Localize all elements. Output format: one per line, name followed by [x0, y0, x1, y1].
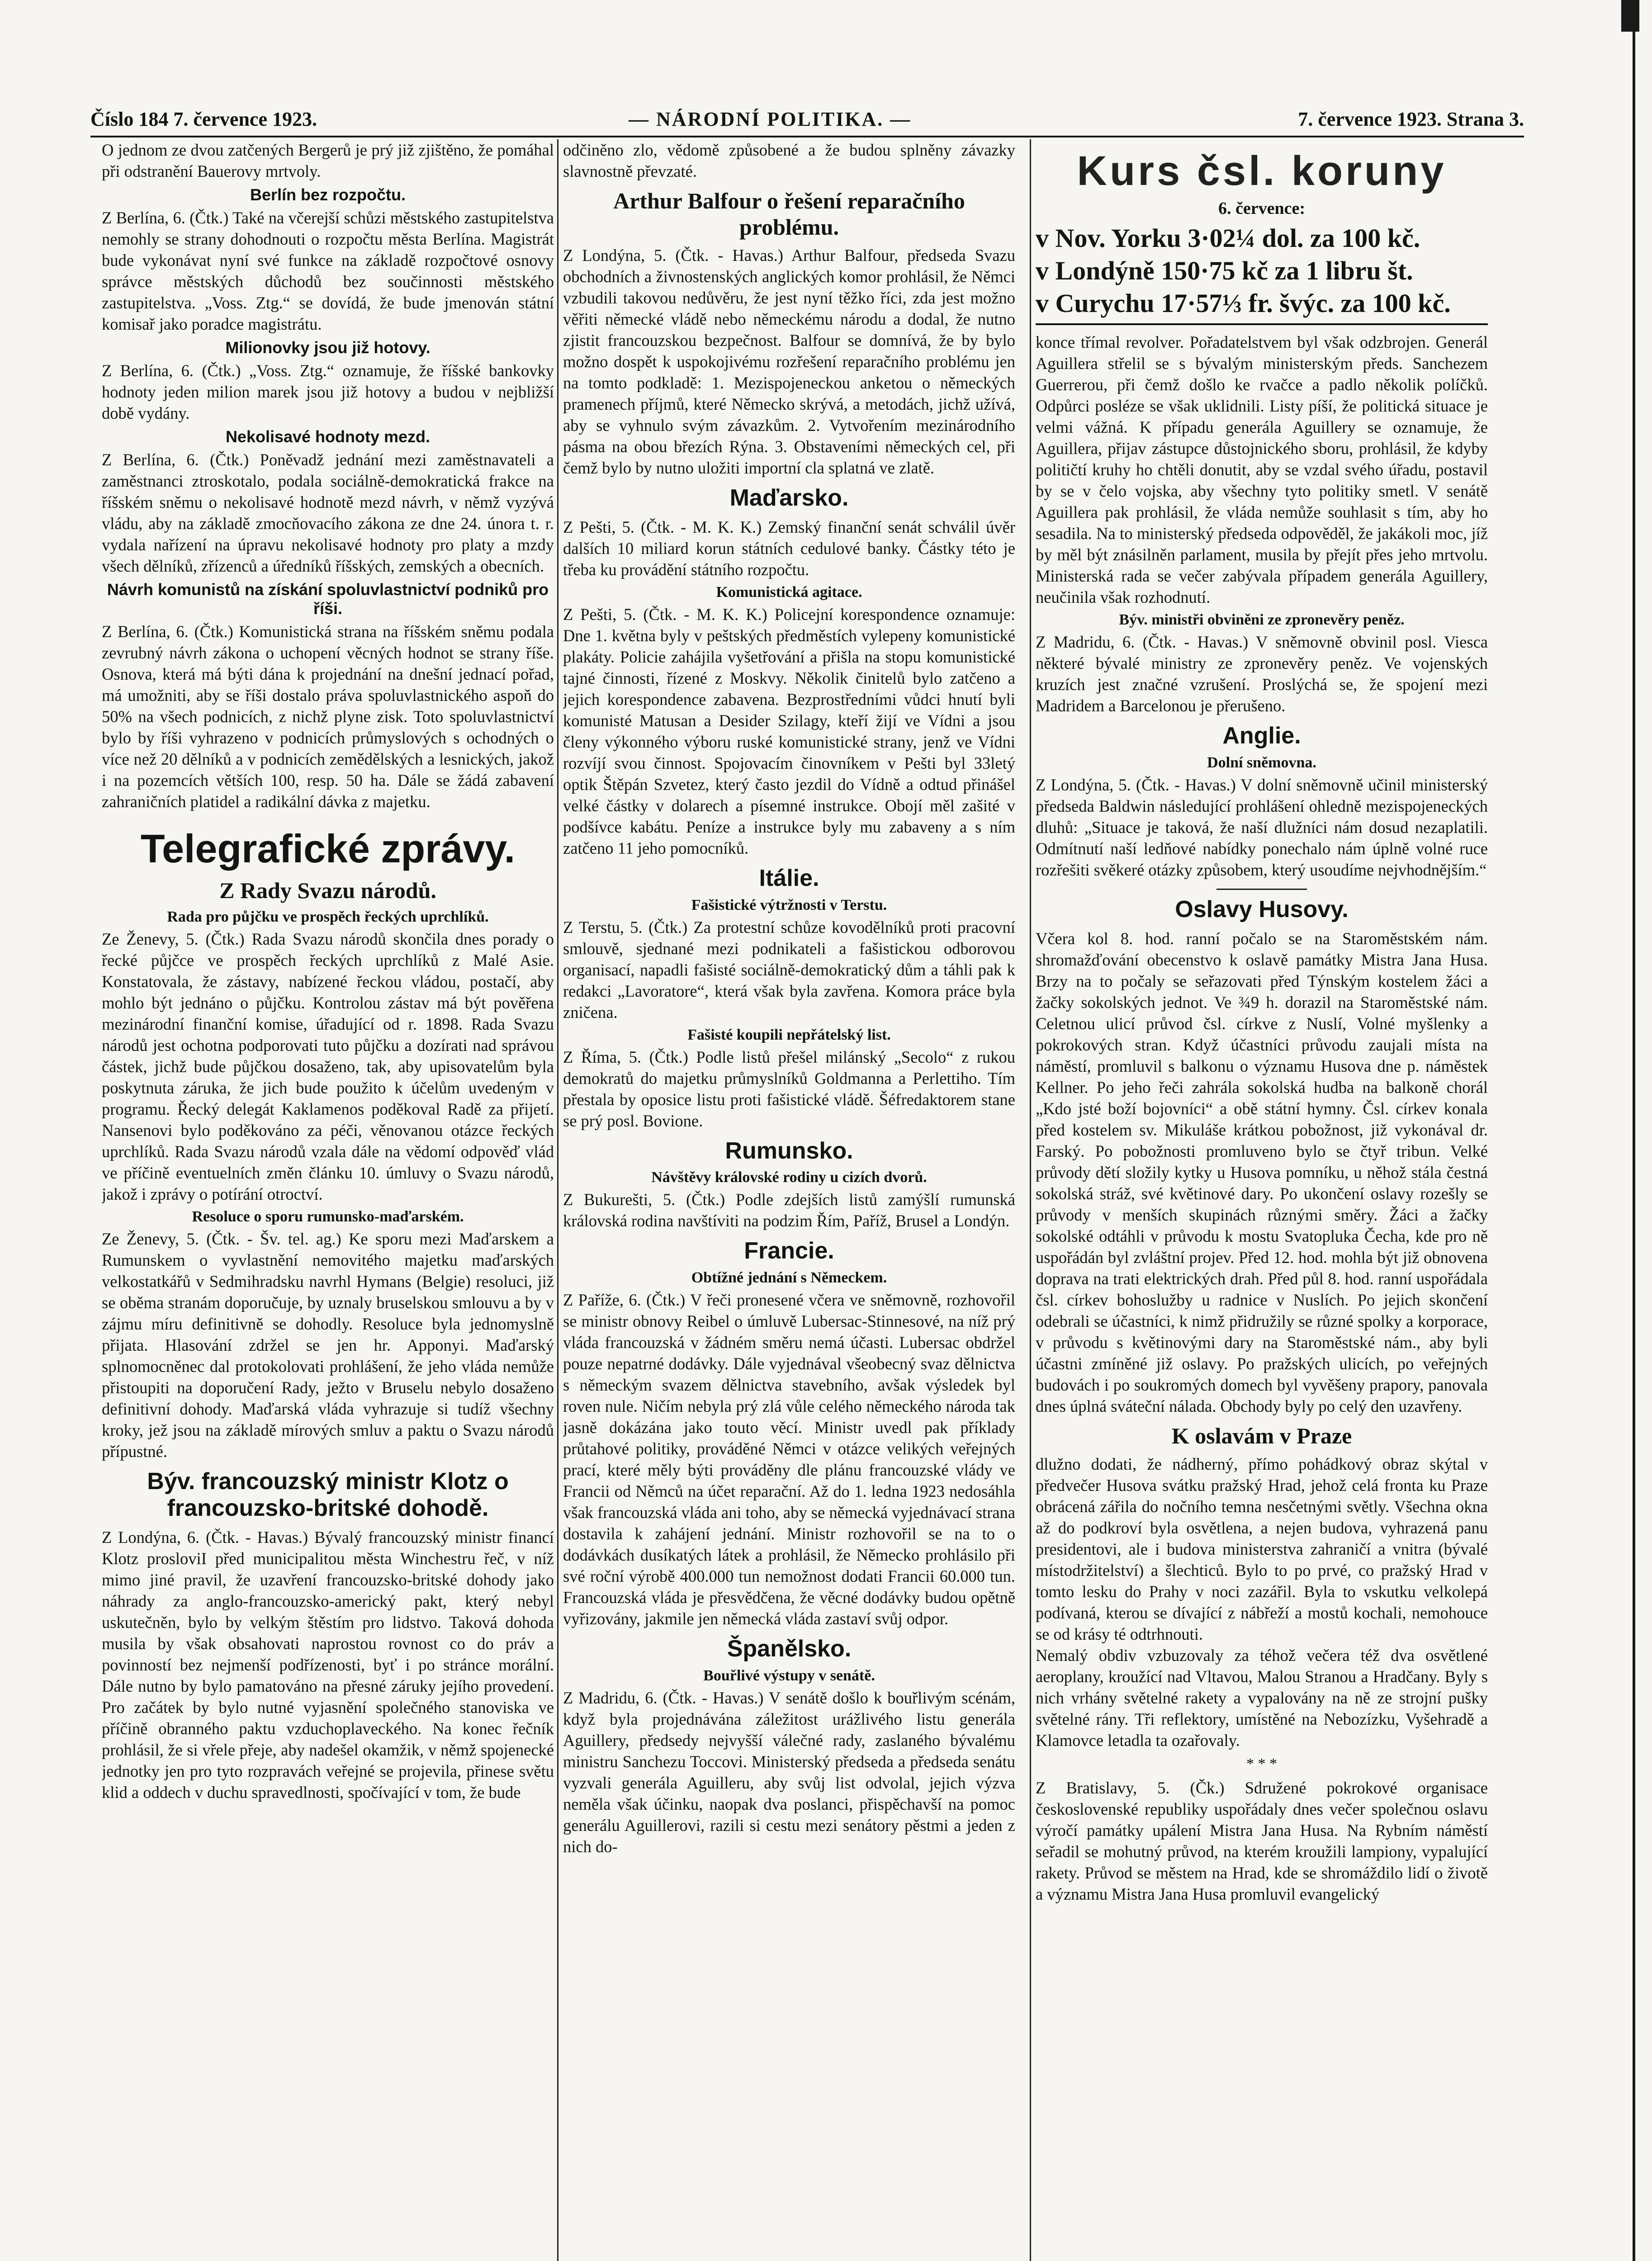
- section-title: Anglie.: [1222, 723, 1301, 749]
- column-1: [102, 139, 554, 2261]
- page-header: [90, 103, 1524, 135]
- article-text: Z Terstu, 5. (Čtk.) Za protestní schůze kovodělníků proti pracovní smlouvě, sjednané mezi podnikateli a fašistickou odborovou organisací, napadli fašisté sociálně-demokratický dům a táhli pak k redakci „Lavoratore“, která však byla zavřena. Komora práce byla zničena.: [563, 918, 1015, 1022]
- scan-edge: [1621, 0, 1639, 32]
- section-title: Telegrafické zprávy.: [140, 826, 516, 871]
- section-title: Francie.: [744, 1238, 834, 1264]
- article-text: Z Bukurešti, 5. (Čtk.) Podle zdejších listů zamýšlí rumunská královská rodina navštíviti na podzim Řím, Paříž, Brusel a Londýn.: [563, 1190, 1015, 1230]
- article-text: Z Londýna, 6. (Čtk. - Havas.) Bývalý francouzský ministr financí Klotz prosloviI před municipalitou města Winchestru řeč, v níž mimo jiné pravil, že uzavření francouzsko-britské dohody jako náhrady za anglo-francouzsko-americký pakt, který nebyl uskutečněn, bylo by velkým štěstím pro lidstvo. Taková dohoda musila by však obsahovati naprostou rovnost co do práv a povinností bez nejmenší podřízenosti, byť i po stránce morální. Dále nutno by bylo pamatováno na přesné záruky jejího provedení. Pro začátek by bylo nutné vyjasnění společného stanoviska ve příčině obranného paktu vzduchoplaveckého. Na konec řečník prohlásil, že si vřele přeje, aby nadešel okamžik, v němž spojenecké jednotky jen pro tyto rozpravách veřejné se projevila, přinese světu klid a oddech v duchu spravedlnosti, spočívající v tom, že bude: [102, 1528, 554, 1802]
- article-headline: Návrh komunistů na získání spoluvlastnictví podniků pro říši.: [107, 580, 549, 618]
- article-headline: Dolní sněmovna.: [1207, 754, 1316, 771]
- article-headline: Býv. francouzský ministr Klotz o francouzsko-britské dohodě.: [147, 1468, 509, 1522]
- article-headline: Býv. ministři obviněni ze zpronevěry peněz.: [1119, 611, 1405, 628]
- article-headline: Nekolisavé hodnoty mezd.: [225, 427, 431, 446]
- article-headline: Rada pro půjčku ve prospěch řeckých uprchlíků.: [167, 908, 489, 925]
- currency-rate-title: Kurs čsl. koruny: [1077, 148, 1447, 194]
- section-title: Maďarsko.: [729, 485, 849, 511]
- article-headline: Berlín bez rozpočtu.: [250, 185, 406, 204]
- article-text: Z Říma, 5. (Čtk.) Podle listů přešel milánský „Secolo“ z rukou demokratů do majetku průmyslníků Goldmanna a Perlettiho. Tím přestala by oposice listu proti fašistické vládě. Šéfredaktorem stane se prý posl. Bovione.: [563, 1047, 1015, 1130]
- article-headline: Obtížné jednání s Německem.: [691, 1269, 887, 1287]
- column-2: [563, 139, 1015, 2261]
- currency-rate-line: v Curychu 17·57⅓ fr. švýc. za 100 kč.: [1036, 289, 1451, 318]
- article-text: Z Bratislavy, 5. (Čk.) Sdružené pokrokové organisace československé republiky uspořádaly dnes večer společnou oslavu výročí památky upálení Mistra Jana Husa. Na Rybním náměstí seřadil se mohutný průvod, na kterém kroužili lampiony, vypalující rakety. Průvod se městem na Hrad, kde se shromáždilo lidí o životě a významu Mistra Jana Husa promluvil evangelický: [1036, 1779, 1488, 1904]
- article-headline: Oslavy Husovy.: [1175, 896, 1349, 922]
- scan-edge-right: [1633, 0, 1635, 2261]
- currency-rate-line: v Nov. Yorku 3·02¼ dol. za 100 kč.: [1036, 223, 1420, 253]
- article-text: Z Berlína, 6. (Čtk.) „Voss. Ztg.“ oznamuje, že říšské bankovky hodnoty jeden milion marek jsou již hotovy a budou v nejbližší době vydány.: [102, 361, 554, 422]
- article-headline: Fašisté koupili nepřátelský list.: [687, 1026, 891, 1043]
- article-text: Z Pešti, 5. (Čtk. - M. K. K.) Policejní korespondence oznamuje: Dne 1. května byly v peštských předměstích vylepeny komunistické plakáty. Policie zahájila vyšetřování a přišla na stopu komunistické tajné činnosti, řízené z Moskvy. Několik činitelů bylo zatčeno a jejich korespondence zabavena. Bezprostředními vůdci hnutí byli komunisté Matusan a Desider Szilagy, kteří žijí ve Vídni a jsou členy výkonného výboru ruské komunistické strany, jenž ve Vídni rozvíjí svou činnost. Spojovacím činovníkem v Pešti byl 33letý optik Štěpán Szvetez, který často jezdil do Vídně a odtud přinášel velké částky v dolarech a písemné instrukce. Obojí měl zašité v podšívce kabátu. Peníze a instrukce byly mu zabaveny a s ním zatčeno 11 jeho pomocníků.: [563, 605, 1015, 857]
- article-text: Včera kol 8. hod. ranní počalo se na Staroměstském nám. shromažďování obecenstvo k oslavě památky Mistra Jana Husa. Brzy na to počaly se seřazovati před Týnským kostelem žáci a žačky sokolských jednot. Ve ¾9 h. dorazil na Staroměstské nám. Celetnou ulicí průvod čsl. církve z Nuslí, Volné myšlenky a pokrokových stran. Když účastníci průvodu zaujali místa na náměstí, promluvil s balkonu o významu Husova dne p. náměstek Kellner. Po jeho řeči zahrála sokolská hudba na balkoně chorál „Kdo jsté boží bojovníci“ a obě státní hymny. Čsl. církev konala před kostelem sv. Mikuláše krátkou pobožnost, již vykonával dr. Farský. Po pobožnosti promluveno bylo se čtyř tribun. Velké průvody dětí složily kytky u Husova pomníku, u něhož stála čestná sokolská stráž, své květinové dary. Po ukončení oslavy rozešly se průvody v menších skupinách různými směry. Žáci a žačky sokolské odtáhli v průvodu k mostu Svatopluka Čecha, kde pro ně uspořádán byl zvláštní projev. Před 12. hod. mohla být již obnovena doprava na trati elektrických drah. Před půl 8. hod. ranní uspořádala čsl. církev bohoslužby u radnice v Nuslích. Po jejich skončení odebrali se účastníci, k nimž přidružily se různé spolky a korporace, v průvodu s květinovými dary na Staroměstské nám., aby byli účastni zmíněné již oslavy. Po pražských ulicích, po veřejných budovách i po soukromých domech byl vyvěšeny prapory, panovala dnes úplná sváteční nálada. Obchody byly po celý den uzavřeny.: [1036, 929, 1488, 1415]
- article-text: dlužno dodati, že nádherný, přímo pohádkový obraz skýtal v předvečer Husova svátku pražský Hrad, jehož celá fronta ku Praze obrácená zářila do nočního temna nesčetnými světly. Všechna okna až do podkroví byla osvětlena, a nejen budova, vyhrazená panu presidentovi, ale i budova ministerstva zahraničí a vnitra (bývalé místodržitelství) a šlechticů. Bylo to po prvé, co pražský Hrad v tomto lesku do Prahy v noci zazářil. Byla to vskutku velkolepá podívaná, kterou se dívající z nábřeží a mostů kochali, nemohouce se od krásy té odtrhnouti.: [1036, 1455, 1488, 1644]
- article-headline: K oslavám v Praze: [1171, 1423, 1352, 1448]
- article-text: Z Madridu, 6. (Čtk. - Havas.) V senátě došlo k bouřlivým scénám, když byla projednávána záležitost urážlivého listu generála Aguillery, předsedy nejvyšší válečné rady, zaslaného bývalému ministru Sanchezu Toccovi. Ministerský předseda a předseda senátu vyzvali generála Aguilleru, aby svůj list odvolal, jejich výzva neměla však účinku, naopak dva poslanci, přispěchavší na pomoc generálu Aguillerovi, razili si cestu mezi senátory pěstmi a jeden z nich do-: [563, 1688, 1015, 1856]
- article-text: konce třímal revolver. Pořadatelstvem byl však odzbrojen. Generál Aguillera střelil se s bývalým ministerským předs. Sanchezem Guerrerou, při čemž došlo ke rvačce a padlo několik políčků. Odpůrci posléze se však uklidnili. Listy píší, že politická situace je velmi vážná. K případu generála Aguillery se oznamuje, že Aguillera, přijav zástupce důstojnického sboru, prohlásil, že kdyby političtí kruhy ho chtěli donutit, aby se vzdal svého úřadu, postavil by se v čelo vojska, aby všechny tyto politiky smetl. V senátě Aguillera pak prohlásil, že vláda nemůže souhlasit s tím, aby ho sesadila. Na to ministerský předseda odpověděl, že jakákoli moc, jíž by měl být znásilněn parlament, musila by přejít přes jeho mrtvolu. Ministerská rada se večer zabývala případem generála Aguillery, neučinila však rozhodnutí.: [1036, 333, 1488, 606]
- article-text: Z Berlína, 6. (Čtk.) Poněvadž jednání mezi zaměstnavateli a zaměstnanci ztroskotalo, podala sociálně-demokratická frakce na říšském sněmu o nekolisavé hodnotě mezd návrh, v němž vyzývá vládu, aby na základě zmocňovacího zákona ze dne 24. února t. r. vydala nařízení na úpravu nekolisavé hodnoty pro platy a mzdy všech dělníků, zřízenců a úředníků říšských, zemských a obecních.: [102, 450, 554, 575]
- article-headline: Fašistické výtržnosti v Terstu.: [691, 896, 887, 913]
- currency-rate-line: v Londýně 150·75 kč za 1 libru št.: [1036, 256, 1413, 285]
- column-divider: [557, 139, 559, 2261]
- section-stars: * * *: [1246, 1755, 1277, 1773]
- header-date-page: 7. července 1923. Strana 3.: [1298, 108, 1524, 130]
- article-text: Ze Ženevy, 5. (Čtk.) Rada Svazu národů skončila dnes porady o řecké půjčce ve prospěch řeckých uprchlíků z Malé Asie. Konstatovala, že zástavy, nabízené řeckou vládou, postačí, aby mohlo být jednáno o půjčku. Kontrolou zástav má být pověřena mezinárodní finanční komise, úřadující od r. 1898. Rada Svazu národů jest ochotna podporovati tuto půjčku a dozírati nad správou částek, jichž bude půjčkou dosaženo, tak, aby upisovatelům byla poskytnuta záruka, že jich bude použito k účelům uvedeným v programu. Řecký delegát Kaklamenos poděkoval Radě za přijetí. Nansenovi bylo poděkováno za péči, věnovanou otázce řeckých uprchlíků. Rada Svazu národů vzala dále na vědomí odpověď vlád ve příčině eventuelních změn článku 10. úmluvy o Svazu národů, jakož i zprávy o potírání otroctví.: [102, 929, 554, 1203]
- article-text: Z Madridu, 6. (Čtk. - Havas.) V sněmovně obvinil posl. Viesca některé bývalé ministry ze zpronevěry peněz. Ve vojenských kruzích jest značné vzrušení. Proslýchá se, že spojení mezi Madridem a Barcelonou je přerušeno.: [1036, 633, 1488, 715]
- section-title: Španělsko.: [727, 1636, 852, 1662]
- article-text: Z Londýna, 5. (Čtk. - Havas.) Arthur Balfour, předseda Svazu obchodních a živnostenských anglických komor prohlásil, že Němci vzbudili takovou nedůvěru, že jest nyní těžko říci, zda jest možno věřiti německé vládě nebo německému národu a dodal, že nutno zjistit francouzskou bezpečnost. Balfour se domnívá, že by bylo možno dospět k uspokojivému rozřešení reparačního problému jen na tomto podkladě: 1. Mezispojeneckou anketou o německých pramenech příjmů, které Německo skrývá, a metodách, jichž užívá, aby se vyhnulo svým závazkům. 2. Vytvořením mezinárodního pásma na obou březích Rýna. 3. Obstaveními německých cel, při čemž bylo by nutno uložiti importní cla splatná ve zlatě.: [563, 246, 1015, 477]
- header-issue: Číslo 184 7. července 1923.: [90, 108, 317, 130]
- header-masthead: — NÁRODNÍ POLITIKA. —: [629, 108, 912, 130]
- article-text: Ze Ženevy, 5. (Čtk. - Šv. tel. ag.) Ke sporu mezi Maďarskem a Rumunskem o vyvlastnění nemovitého majetku maďarských velkostatkářů v Sedmihradsku navrhl Hymans (Belgie) resoluci, již se oběma stranám doporučuje, by uznaly bruselskou smlouvu a by v zájmu míru definitivně se dohodly. Resoluce byla jednomyslně přijata. Hlasování zdržel se jen hr. Apponyi. Maďarský splnomocněnec dal protokolovati prohlášení, že jeho vláda nemůže přistoupiti na doporučení Rady, ježto v Bruselu nebylo dosaženo definitivní dohody. Maďarská vláda vyhrazuje si tudíž všechny kroky, jež jsou na základě mírových smluv a paktu o Svazu národů přípustné.: [102, 1229, 554, 1461]
- article-headline: Milionovky jsou již hotovy.: [225, 338, 431, 357]
- article-headline: Resoluce o sporu rumunsko-maďarském.: [192, 1208, 464, 1225]
- article-text: Z Berlína, 6. (Čtk.) Také na včerejší schůzi městského zastupitelstva nemohly se strany dohodnouti o rozpočtu města Berlína. Magistrát bude vykonávat nyní své funkce na základě rozpočtové osnovy správce městských důchodů bez součinnosti městského zastupitelstva. „Voss. Ztg.“ se dovídá, že bude jmenován státní komisař jako poradce magistrátu.: [102, 208, 554, 333]
- article-text: Z Pešti, 5. (Čtk. - M. K. K.) Zemský finanční senát schválil úvěr dalších 10 miliard korun státních cedulové banky. Částky této je třeba ku provádění státního rozpočtu.: [563, 517, 1015, 579]
- section-title: Itálie.: [759, 865, 819, 891]
- section-divider: [1217, 889, 1307, 890]
- article-headline: Arthur Balfour o řešení reparačního problému.: [613, 188, 965, 240]
- rate-box-rule: [1036, 323, 1488, 325]
- article-headline: Komunistická agitace.: [716, 583, 862, 601]
- section-subtitle: Z Rady Svazu národů.: [219, 878, 436, 903]
- article-headline: Návštěvy královské rodiny u cizích dvorů.: [651, 1169, 927, 1186]
- article-text: Z Londýna, 5. (Čtk. - Havas.) V dolní sněmovně učinil ministerský předseda Baldwin následující prohlášení ohledně mezispojeneckých dluhů: „Situace je taková, že naší dlužníci nám dosud nezaplatili. Odmítnutí naší ledňové nabídky ponechalo nám úplně volné ruce rozřešiti svěkeré otázky způsobem, který usoudíme nejvhodnějším.“: [1036, 775, 1488, 879]
- header-rule: [90, 136, 1524, 137]
- currency-rate-date: 6. července:: [1218, 199, 1305, 218]
- article-text: Z Paříže, 6. (Čtk.) V řeči pronesené včera ve sněmovně, rozhovořil se ministr obnovy Reibel o úmluvě Lubersac-Stinnesové, na níž prý vláda francouzská v žádném směru nemá účasti. Lubersac obdržel pouze nepatrné dodávky. Dále vyjednával všeobecný svaz dělnictva s německým svazem dělnictva stavebního, avšak výsledek byl roven nule. Ničím nebyla prý zlá vůle celého německého národa tak jasně dokázána jako touto věcí. Ministr uvedl pak příklady průtahové politiky, prováděné Němci v otázce velikých veřejných prací, které měly býti prováděny dle plánu francouzské vlády ve Francii od Němců na účet reparační. Až do 1. ledna 1923 nedosáhla však francouzská vláda ani toho, aby se německá vyjednávací strana dostavila k zahájení jednání. Ministr rozhovořil se na to o dodávkách dusíkatých látek a prohlásil, že Německo prohlásilo při své roční výrobě 400.000 tun nemožnost dodati Francii 60.000 tun. Francouzská vláda je přesvědčena, že věcné dodávky budou opětně vyřizovány, jakmile jen německá vláda zastaví svůj odpor.: [563, 1291, 1015, 1628]
- article-text: odčiněno zlo, vědomě způsobené a že budou splněny závazky slavnostně převzaté.: [563, 141, 1015, 180]
- article-text: Nemalý obdiv vzbuzovaly za téhož večera též dva osvětlené aeroplany, kroužící nad Vltavou, Malou Stranou a Hradčany. Byly s nich vrhány světelné rakety a vypalovány na ně ze strojní pušky světelné rány. Tři reflektory, umístěné na Nebozízku, Vyšehradě a Klamovce letadla ta ozařovaly.: [1036, 1646, 1488, 1750]
- column-divider: [1030, 139, 1031, 2261]
- article-headline: Bouřlivé výstupy v senátě.: [703, 1667, 875, 1684]
- article-text: O jednom ze dvou zatčených Bergerů je prý již zjištěno, že pomáhal při odstranění Bauerovy mrtvoly.: [102, 141, 554, 180]
- section-title: Rumunsko.: [725, 1137, 853, 1164]
- column-3: [1036, 139, 1488, 2261]
- article-text: Z Berlína, 6. (Čtk.) Komunistická strana na říšském sněmu podala zevrubný návrh zákona o uchopení věcných hodnot se strany říše. Osnova, která má býti dána k projednání na dnešní jednací pořad, má umožniti, aby se říši dostalo práva spoluvlastnického aspoň do 50% na všech podnicích, z nichž plyne zisk. Toto spoluvlastnictví bylo by říši vyhrazeno v podnicích průmyslových s ochodných o více než 20 dělníků a v podnicích zemědělských a lesnických, jakož i na pozemcích větších 100, resp. 50 ha. Dále se žádá zabavení zahraničních platidel a radikální dávka z majetku.: [102, 622, 554, 811]
